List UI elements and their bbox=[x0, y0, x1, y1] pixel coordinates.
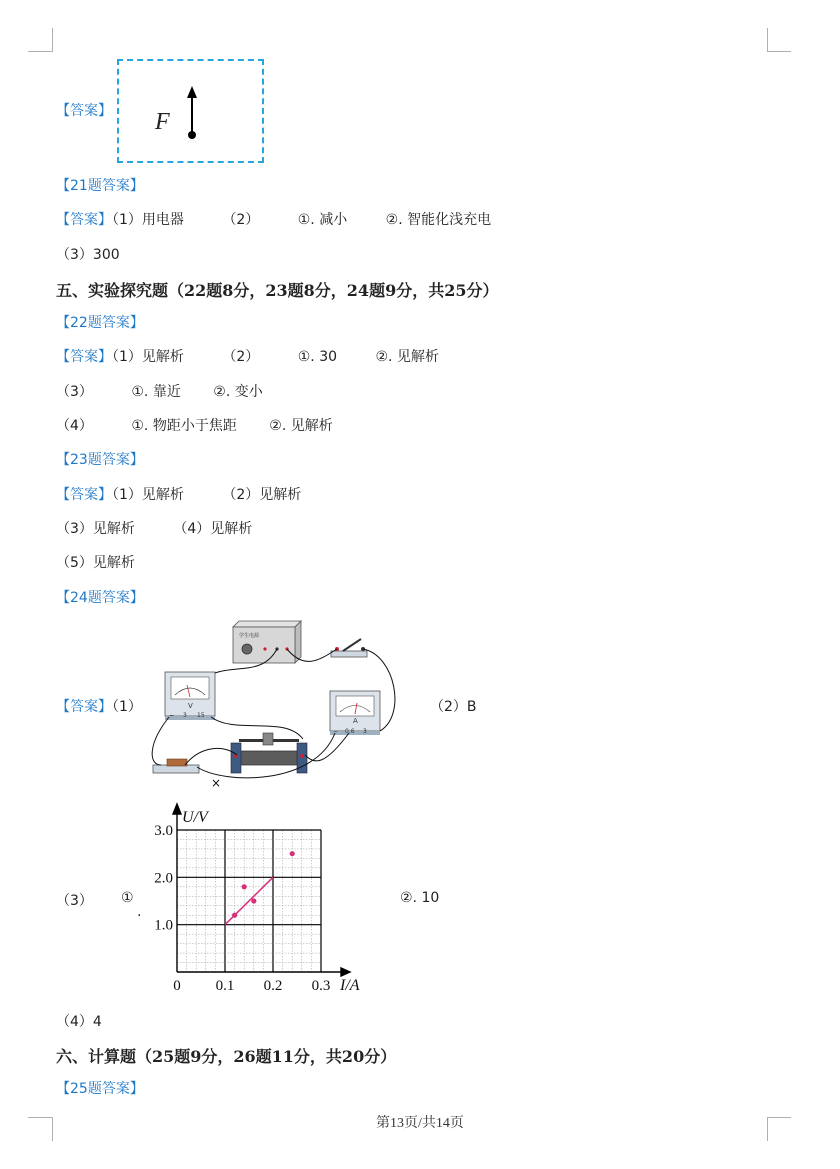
q24-part1: 【答案】（1） bbox=[56, 699, 142, 715]
y-tick-label: 2.0 bbox=[154, 870, 173, 887]
x-tick-label: 0.3 bbox=[311, 978, 331, 994]
answer-tag: 【答案】 bbox=[56, 212, 112, 228]
answer-tag: 【答案】 bbox=[56, 349, 112, 365]
crop-mark bbox=[767, 28, 768, 52]
q24-part3: （3） bbox=[56, 893, 93, 909]
q22-line2: （3） ①. 靠近 ②. 变小 bbox=[56, 384, 263, 400]
voltmeter bbox=[165, 672, 215, 720]
answer-tag: 【答案】 bbox=[56, 103, 112, 119]
q23-line3: （5）见解析 bbox=[56, 555, 135, 571]
q24-circle1: ① bbox=[121, 890, 134, 906]
ammeter-unit: A bbox=[353, 717, 358, 725]
voltmeter-terminal: − bbox=[169, 712, 175, 719]
answer-tag: 【答案】 bbox=[56, 487, 112, 503]
voltmeter-terminal: 3 bbox=[183, 712, 187, 719]
q25-header: 【25题答案】 bbox=[56, 1081, 144, 1097]
ammeter bbox=[330, 691, 380, 735]
q24-header: 【24题答案】 bbox=[56, 590, 144, 606]
x-tick-label: 0.1 bbox=[215, 978, 235, 994]
q22-line3: （4） ①. 物距小于焦距 ②. 见解析 bbox=[56, 418, 333, 434]
q24-part4: （4）4 bbox=[56, 1014, 102, 1030]
y-tick-label: 3.0 bbox=[154, 823, 173, 839]
crop-mark bbox=[28, 51, 52, 52]
force-arrow-icon bbox=[179, 86, 209, 141]
ammeter-terminal: − bbox=[333, 728, 339, 735]
q22-line1: 【答案】（1）见解析 （2） ①. 30 ②. 见解析 bbox=[56, 349, 439, 365]
q24-part3b: ②. 10 bbox=[400, 890, 440, 906]
power-supply bbox=[233, 621, 301, 663]
data-point bbox=[290, 851, 295, 856]
data-point bbox=[232, 913, 237, 918]
q23-line2: （3）见解析 （4）见解析 bbox=[56, 521, 253, 537]
y-tick-label: 1.0 bbox=[154, 917, 173, 934]
ammeter-terminal: 3 bbox=[363, 728, 367, 735]
cross-mark: × bbox=[211, 776, 222, 790]
page-footer: 第13页/共14页 bbox=[376, 1116, 464, 1131]
crop-mark bbox=[767, 51, 791, 52]
ammeter-terminal: 0.6 bbox=[345, 728, 355, 735]
data-point bbox=[251, 898, 256, 903]
force-label: F bbox=[155, 109, 170, 135]
q24-part2: （2）B bbox=[430, 699, 477, 715]
section-heading: 六、计算题（25题9分，26题11分，共20分） bbox=[56, 1047, 397, 1066]
section-heading: 五、实验探究题（22题8分，23题8分，24题9分，共25分） bbox=[56, 281, 499, 300]
crop-mark bbox=[52, 28, 53, 52]
supply-label: 学生电源 bbox=[239, 633, 260, 639]
voltmeter-terminal: 15 bbox=[197, 712, 205, 719]
q23-line1: 【答案】（1）见解析 （2）见解析 bbox=[56, 487, 302, 503]
x-axis-arrow-icon bbox=[341, 968, 350, 976]
fit-line bbox=[225, 877, 273, 924]
x-axis-label: I/A bbox=[340, 977, 360, 994]
x-tick-label: 0 bbox=[173, 978, 181, 994]
x-tick-label: 0.2 bbox=[263, 978, 283, 994]
q21-line1: 【答案】（1）用电器 （2） ①. 减小 ②. 智能化浅充电 bbox=[56, 212, 492, 228]
q23-header: 【23题答案】 bbox=[56, 452, 144, 468]
y-axis-label: U/V bbox=[182, 809, 208, 826]
voltmeter-unit: V bbox=[188, 702, 193, 710]
u-i-chart bbox=[140, 800, 370, 1000]
q21-line2: （3）300 bbox=[56, 247, 120, 263]
q21-header: 【21题答案】 bbox=[56, 178, 144, 194]
q22-header: 【22题答案】 bbox=[56, 315, 144, 331]
q24-circle1-dot: . bbox=[137, 904, 142, 920]
force-diagram-box bbox=[117, 59, 264, 163]
y-axis-arrow-icon bbox=[173, 804, 181, 814]
answer-tag: 【答案】 bbox=[56, 699, 112, 715]
data-point bbox=[242, 884, 247, 889]
circuit-diagram bbox=[145, 615, 405, 790]
